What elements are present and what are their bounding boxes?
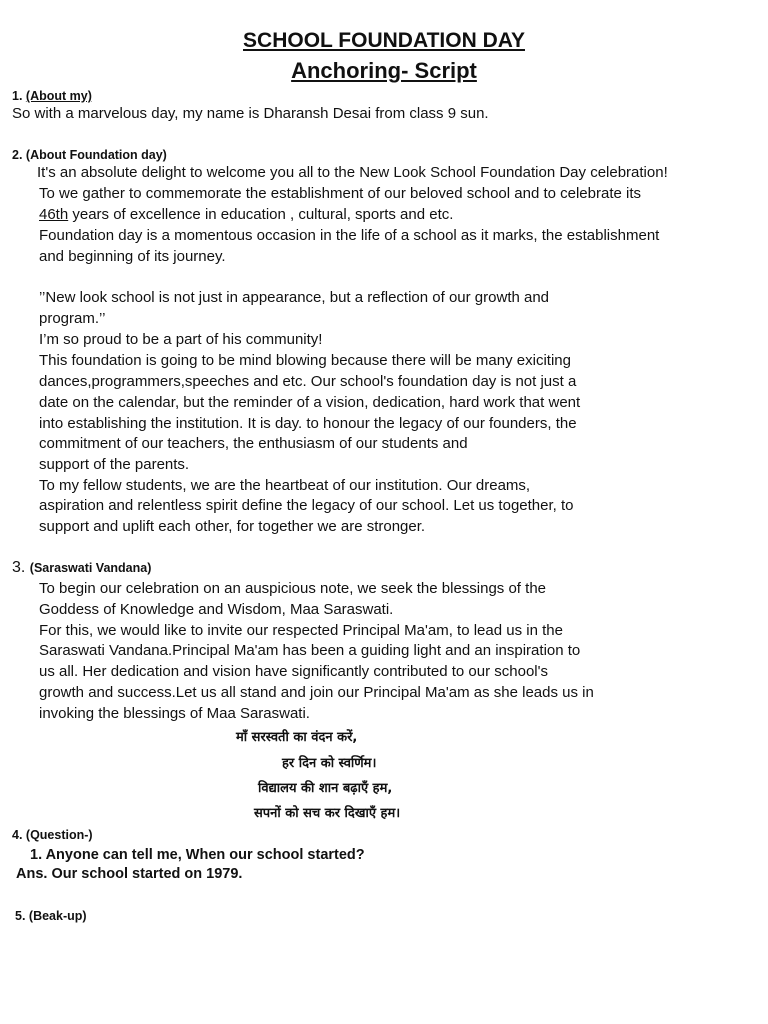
body-line: For this, we would like to invite our respected Principal Ma'am, to lead us in the (39, 622, 563, 639)
body-line: Goddess of Knowledge and Wisdom, Maa Saraswati. (39, 601, 394, 618)
body-line: Foundation day is a momentous occasion in the life of a school as it marks, the establishment (39, 227, 660, 244)
document-subtitle: Anchoring- Script (291, 58, 477, 83)
body-line: date on the calendar, but the reminder of a vision, dedication, hard work that went (39, 394, 581, 411)
section-heading-3: 3. (Saraswati Vandana) (12, 559, 152, 576)
body-line: Saraswati Vandana.Principal Ma'am has been a guiding light and an inspiration to (39, 642, 581, 659)
poem-line-4: सपनों को सच कर दिखाएँ हम। (254, 806, 401, 821)
body-line: support of the parents. (39, 456, 190, 473)
document-title: SCHOOL FOUNDATION DAY (243, 29, 525, 52)
body-line: So with a marvelous day, my name is Dharansh Desai from class 9 sun. (12, 105, 489, 122)
body-line: invoking the blessings of Maa Saraswati. (39, 705, 310, 722)
section-heading-1: 1. (About my) (12, 89, 92, 103)
poem-line-1: माँ सरस्वती का वंदन करें, (236, 730, 358, 745)
poem-line-3: विद्यालय की शान बढ़ाएँ हम, (258, 781, 393, 796)
body-line: program.’’ (39, 310, 106, 327)
body-line: commitment of our teachers, the enthusiasm of our students and (39, 435, 468, 452)
poem-line-2: हर दिन को स्वर्णिम। (282, 756, 377, 771)
answer-text: Ans. Our school started on 1979. (16, 866, 243, 882)
body-line: To we gather to commemorate the establishment of our beloved school and to celebrate its (39, 185, 641, 202)
body-line: 46th years of excellence in education , cultural, sports and etc. (39, 206, 454, 223)
body-line: and beginning of its journey. (39, 248, 226, 265)
section-heading-5: 5. (Beak-up) (15, 909, 87, 923)
body-line: This foundation is going to be mind blowing because there will be many exiciting (39, 352, 571, 369)
section-heading-2: 2. (About Foundation day) (12, 148, 167, 162)
body-line: into establishing the institution. It is day. to honour the legacy of our founders, the (39, 415, 577, 432)
body-line: It's an absolute delight to welcome you all to the New Look School Foundation Day celebration! (37, 164, 668, 181)
body-line: support and uplift each other, for together we are stronger. (39, 518, 426, 535)
question-text: 1. Anyone can tell me, When our school started? (30, 847, 365, 863)
body-line: growth and success.Let us all stand and join our Principal Ma'am as she leads us in (39, 684, 594, 701)
body-line: To my fellow students, we are the heartbeat of our institution. Our dreams, (39, 477, 531, 494)
body-line: aspiration and relentless spirit define the legacy of our school. Let us together, to (39, 497, 574, 514)
body-line: I’m so proud to be a part of his community! (39, 331, 323, 348)
body-line: dances,programmers,speeches and etc. Our school's foundation day is not just a (39, 373, 577, 390)
section-heading-4: 4. (Question-) (12, 828, 93, 842)
anniversary-number: 46th (39, 206, 69, 223)
body-line: To begin our celebration on an auspicious note, we seek the blessings of the (39, 580, 546, 597)
body-line: us all. Her dedication and vision have significantly contributed to our school's (39, 663, 548, 680)
body-line: ’’New look school is not just in appearance, but a reflection of our growth and (39, 289, 550, 306)
